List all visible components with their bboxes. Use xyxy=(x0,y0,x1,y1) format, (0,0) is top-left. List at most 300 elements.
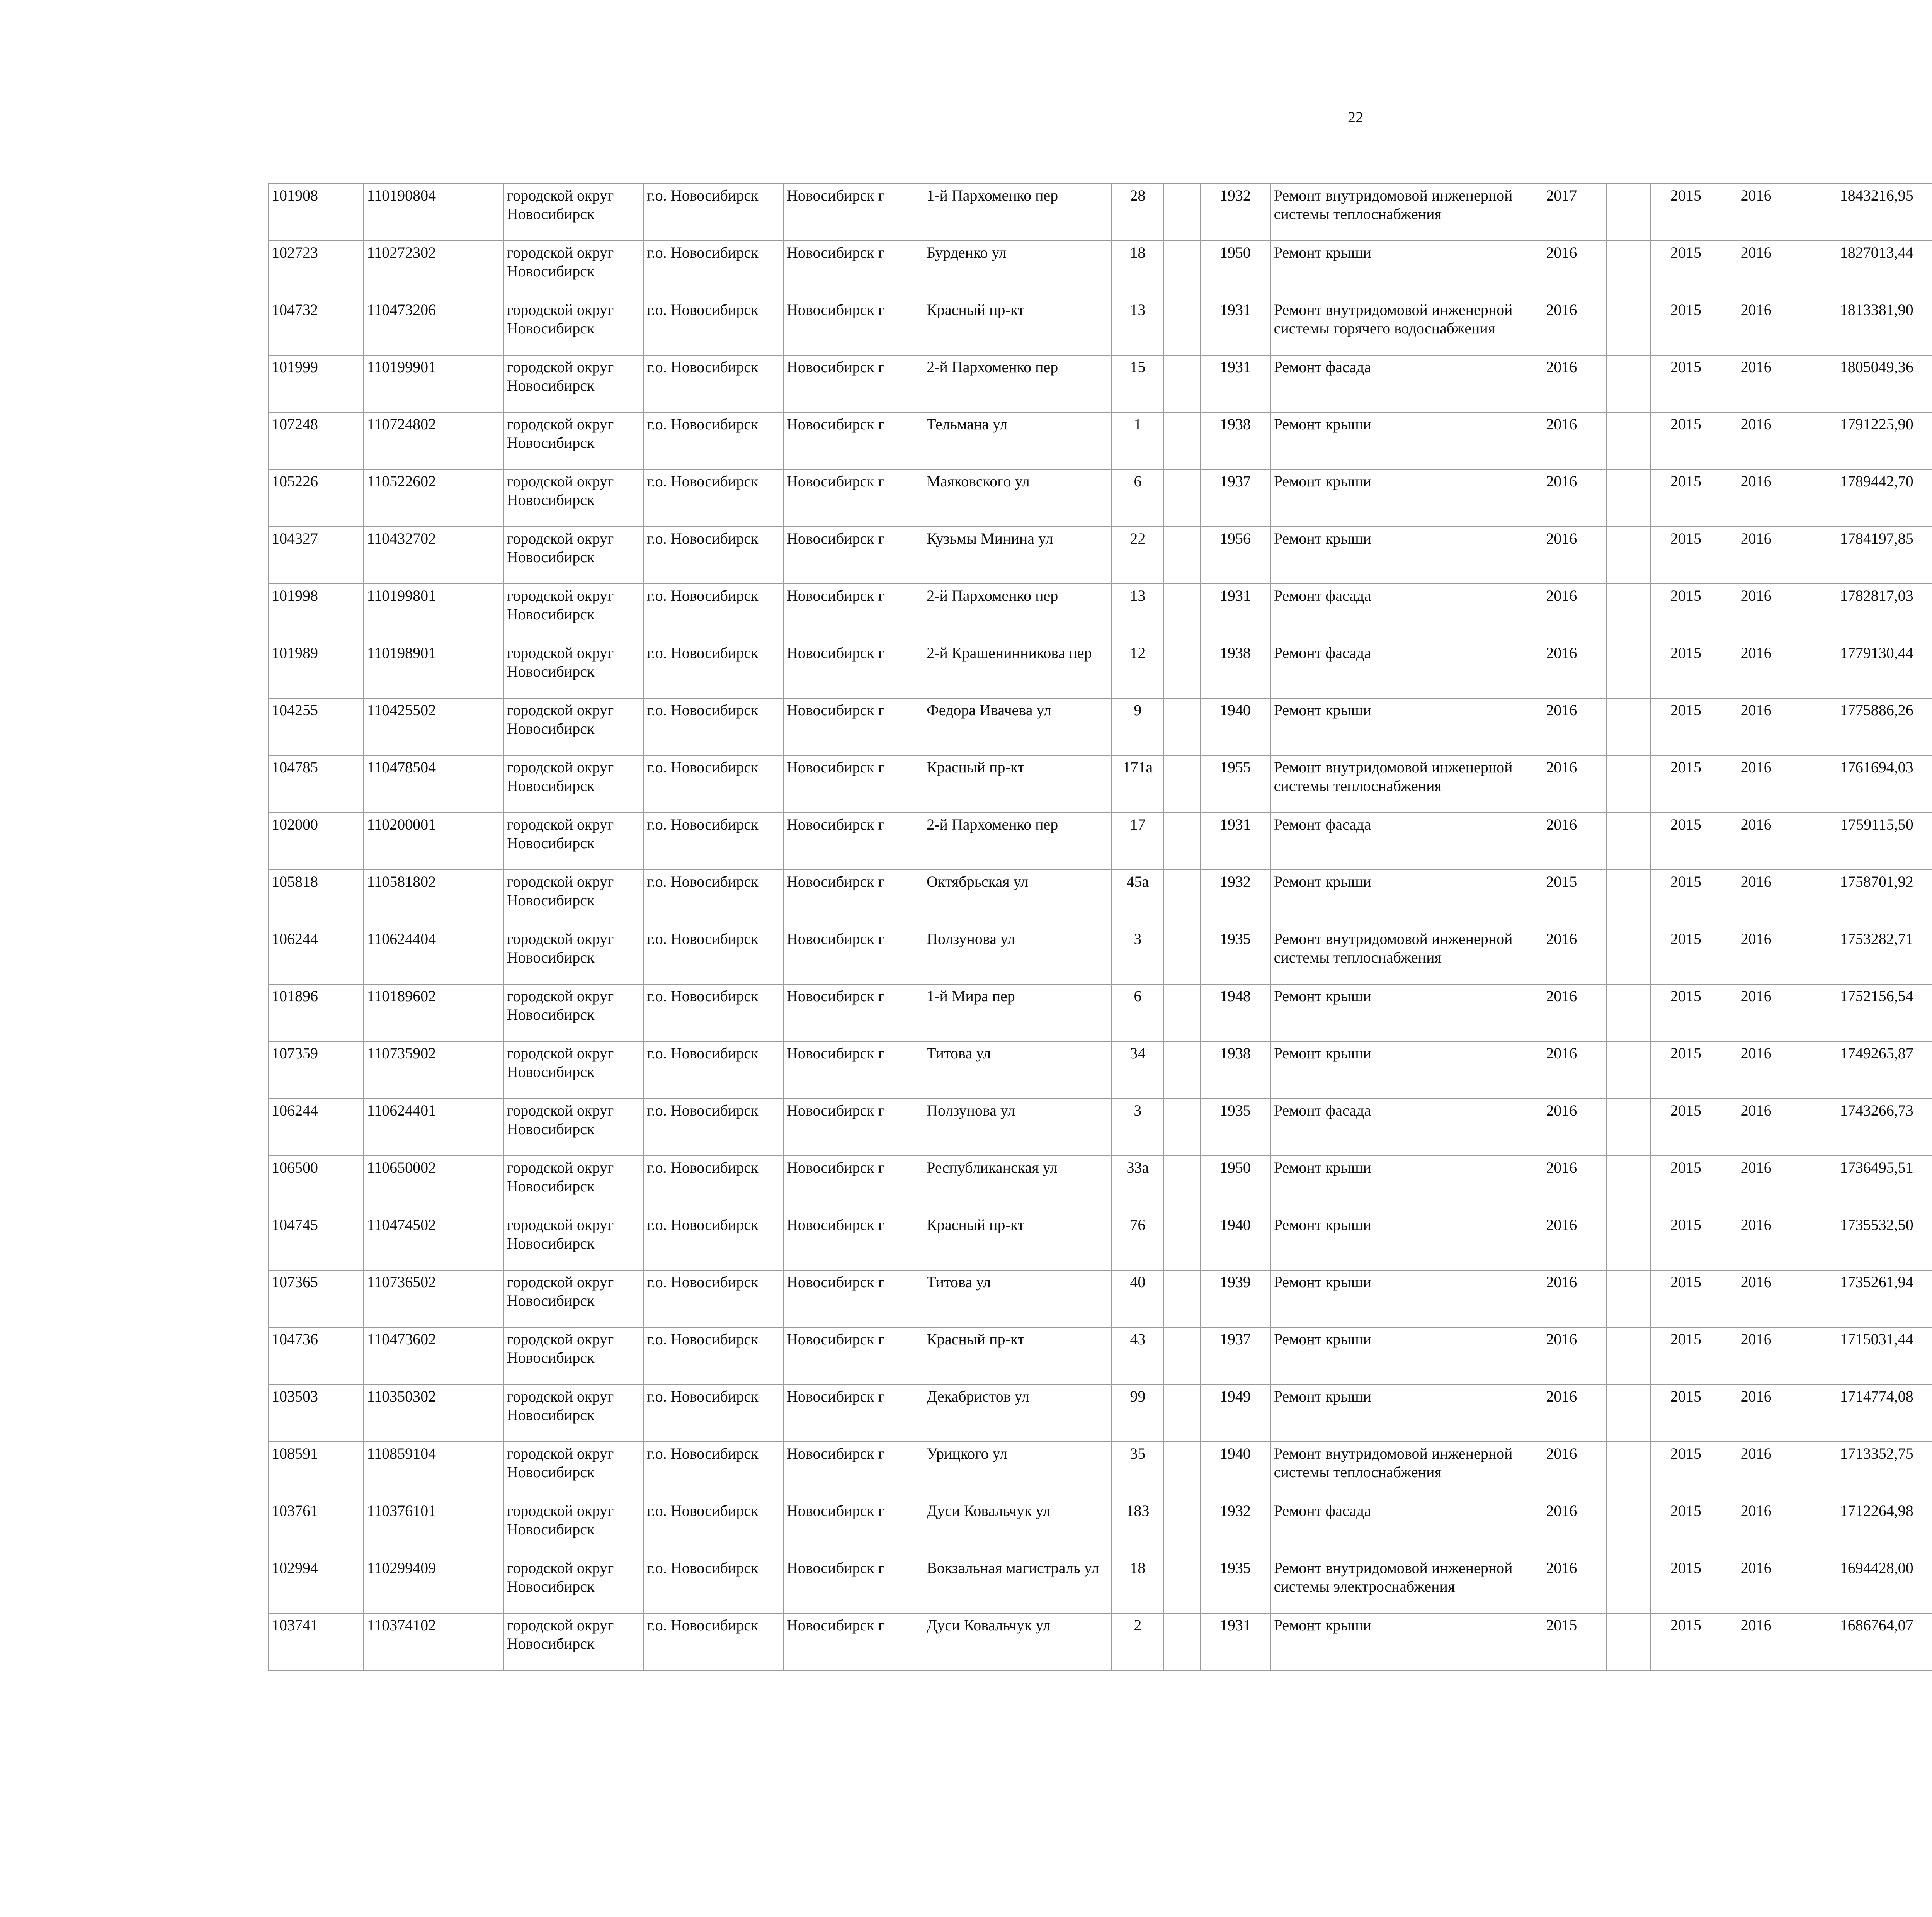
cell-build-year: 1939 xyxy=(1200,1270,1270,1327)
cell-start-year: 2015 xyxy=(1651,813,1721,870)
table-row xyxy=(268,1270,1932,1327)
cell-blank xyxy=(1606,1385,1651,1442)
cell-end-year: 2016 xyxy=(1721,641,1791,698)
cell-record-id: 110272302 xyxy=(364,241,503,298)
cell-letter xyxy=(1164,527,1200,584)
cell-street: Республиканская ул xyxy=(923,1156,1112,1213)
cell-end-year: 2016 xyxy=(1721,870,1791,927)
cell-end-year: 2016 xyxy=(1721,584,1791,641)
cell-house-id: 102994 xyxy=(268,1556,364,1613)
cell-municipality: городской округ Новосибирск xyxy=(503,1041,643,1099)
cell-work-type: Ремонт крыши xyxy=(1270,1385,1517,1442)
cell-total-cost: 1752156,54 xyxy=(1791,984,1917,1041)
cell-record-id: 110724802 xyxy=(364,412,503,469)
cell-work-type: Ремонт крыши xyxy=(1270,1613,1517,1670)
cell-total-cost: 1753282,71 xyxy=(1791,927,1917,984)
cell-house-id: 103761 xyxy=(268,1499,364,1556)
cell-house-number: 35 xyxy=(1112,1442,1163,1499)
cell-letter xyxy=(1164,1156,1200,1213)
cell-work-type: Ремонт крыши xyxy=(1270,1327,1517,1385)
cell-street: Ползунова ул xyxy=(923,1099,1112,1156)
registry-body xyxy=(268,184,1932,1670)
cell-locality: Новосибирск г xyxy=(783,927,923,984)
cell-build-year: 1931 xyxy=(1200,1613,1270,1670)
cell-city-district: г.о. Новосибирск xyxy=(643,1099,783,1156)
cell-municipality: городской округ Новосибирск xyxy=(503,755,643,813)
cell-letter xyxy=(1164,755,1200,813)
cell-plan-year: 2016 xyxy=(1517,1556,1606,1613)
cell-street: Маяковского ул xyxy=(923,469,1112,527)
cell-start-year: 2015 xyxy=(1651,984,1721,1041)
cell-letter xyxy=(1164,355,1200,412)
cell-total-cost: 1743266,73 xyxy=(1791,1099,1917,1156)
cell-work-type: Ремонт фасада xyxy=(1270,813,1517,870)
cell-letter xyxy=(1164,1327,1200,1385)
cell-build-year: 1940 xyxy=(1200,1213,1270,1270)
cell-city-district: г.о. Новосибирск xyxy=(643,641,783,698)
cell-fund-cost xyxy=(1917,1499,1932,1556)
cell-build-year: 1949 xyxy=(1200,1385,1270,1442)
cell-work-type: Ремонт крыши xyxy=(1270,984,1517,1041)
cell-fund-cost xyxy=(1917,184,1932,241)
cell-house-number: 18 xyxy=(1112,241,1163,298)
cell-fund-cost xyxy=(1917,1156,1932,1213)
cell-start-year: 2015 xyxy=(1651,1385,1721,1442)
cell-house-id: 104785 xyxy=(268,755,364,813)
cell-locality: Новосибирск г xyxy=(783,1613,923,1670)
cell-plan-year: 2016 xyxy=(1517,1041,1606,1099)
cell-house-id: 104732 xyxy=(268,298,364,355)
cell-plan-year: 2016 xyxy=(1517,641,1606,698)
cell-plan-year: 2016 xyxy=(1517,755,1606,813)
table-row xyxy=(268,641,1932,698)
cell-street: 2-й Пархоменко пер xyxy=(923,584,1112,641)
cell-street: Бурденко ул xyxy=(923,241,1112,298)
table-row xyxy=(268,469,1932,527)
cell-end-year: 2016 xyxy=(1721,241,1791,298)
cell-locality: Новосибирск г xyxy=(783,1556,923,1613)
cell-street: Октябрьская ул xyxy=(923,870,1112,927)
cell-start-year: 2015 xyxy=(1651,1270,1721,1327)
cell-house-id: 101908 xyxy=(268,184,364,241)
cell-letter xyxy=(1164,1213,1200,1270)
cell-house-id: 106244 xyxy=(268,1099,364,1156)
cell-street: 1-й Мира пер xyxy=(923,984,1112,1041)
cell-locality: Новосибирск г xyxy=(783,698,923,755)
cell-blank xyxy=(1606,813,1651,870)
cell-plan-year: 2017 xyxy=(1517,184,1606,241)
cell-build-year: 1931 xyxy=(1200,813,1270,870)
cell-start-year: 2015 xyxy=(1651,1613,1721,1670)
cell-city-district: г.о. Новосибирск xyxy=(643,1270,783,1327)
cell-house-id: 104255 xyxy=(268,698,364,755)
cell-letter xyxy=(1164,1499,1200,1556)
cell-municipality: городской округ Новосибирск xyxy=(503,870,643,927)
cell-blank xyxy=(1606,469,1651,527)
cell-start-year: 2015 xyxy=(1651,1213,1721,1270)
cell-work-type: Ремонт крыши xyxy=(1270,1213,1517,1270)
cell-house-number: 18 xyxy=(1112,1556,1163,1613)
cell-blank xyxy=(1606,1327,1651,1385)
cell-municipality: городской округ Новосибирск xyxy=(503,1213,643,1270)
cell-end-year: 2016 xyxy=(1721,1613,1791,1670)
cell-plan-year: 2016 xyxy=(1517,927,1606,984)
cell-end-year: 2016 xyxy=(1721,184,1791,241)
cell-house-number: 22 xyxy=(1112,527,1163,584)
cell-letter xyxy=(1164,1613,1200,1670)
cell-record-id: 110735902 xyxy=(364,1041,503,1099)
cell-street: 2-й Пархоменко пер xyxy=(923,813,1112,870)
cell-fund-cost xyxy=(1917,870,1932,927)
cell-city-district: г.о. Новосибирск xyxy=(643,698,783,755)
cell-end-year: 2016 xyxy=(1721,527,1791,584)
cell-letter xyxy=(1164,184,1200,241)
cell-house-id: 107359 xyxy=(268,1041,364,1099)
cell-locality: Новосибирск г xyxy=(783,1041,923,1099)
cell-total-cost: 1749265,87 xyxy=(1791,1041,1917,1099)
cell-city-district: г.о. Новосибирск xyxy=(643,527,783,584)
cell-street: Федора Ивачева ул xyxy=(923,698,1112,755)
cell-record-id: 110859104 xyxy=(364,1442,503,1499)
cell-total-cost: 1805049,36 xyxy=(1791,355,1917,412)
cell-start-year: 2015 xyxy=(1651,1156,1721,1213)
cell-letter xyxy=(1164,298,1200,355)
cell-fund-cost xyxy=(1917,1041,1932,1099)
cell-fund-cost xyxy=(1917,1556,1932,1613)
cell-street: Вокзальная магистраль ул xyxy=(923,1556,1112,1613)
cell-city-district: г.о. Новосибирск xyxy=(643,1556,783,1613)
cell-fund-cost xyxy=(1917,241,1932,298)
cell-start-year: 2015 xyxy=(1651,1556,1721,1613)
cell-municipality: городской округ Новосибирск xyxy=(503,469,643,527)
cell-municipality: городской округ Новосибирск xyxy=(503,412,643,469)
cell-fund-cost xyxy=(1917,755,1932,813)
cell-total-cost: 1713352,75 xyxy=(1791,1442,1917,1499)
cell-letter xyxy=(1164,1385,1200,1442)
cell-end-year: 2016 xyxy=(1721,755,1791,813)
cell-build-year: 1931 xyxy=(1200,584,1270,641)
cell-municipality: городской округ Новосибирск xyxy=(503,813,643,870)
cell-work-type: Ремонт внутридомовой инженерной системы горячего водоснабжения xyxy=(1270,298,1517,355)
cell-street: 1-й Пархоменко пер xyxy=(923,184,1112,241)
cell-total-cost: 1775886,26 xyxy=(1791,698,1917,755)
cell-build-year: 1935 xyxy=(1200,1556,1270,1613)
cell-work-type: Ремонт внутридомовой инженерной системы теплоснабжения xyxy=(1270,927,1517,984)
cell-letter xyxy=(1164,584,1200,641)
cell-start-year: 2015 xyxy=(1651,641,1721,698)
cell-house-id: 106244 xyxy=(268,927,364,984)
cell-blank xyxy=(1606,698,1651,755)
table-row xyxy=(268,1442,1932,1499)
cell-blank xyxy=(1606,298,1651,355)
cell-house-number: 3 xyxy=(1112,1099,1163,1156)
cell-build-year: 1950 xyxy=(1200,1156,1270,1213)
cell-house-id: 104736 xyxy=(268,1327,364,1385)
cell-build-year: 1932 xyxy=(1200,184,1270,241)
cell-blank xyxy=(1606,755,1651,813)
cell-end-year: 2016 xyxy=(1721,355,1791,412)
cell-record-id: 110199801 xyxy=(364,584,503,641)
cell-total-cost: 1715031,44 xyxy=(1791,1327,1917,1385)
cell-work-type: Ремонт крыши xyxy=(1270,870,1517,927)
cell-house-number: 171а xyxy=(1112,755,1163,813)
cell-locality: Новосибирск г xyxy=(783,412,923,469)
cell-house-id: 108591 xyxy=(268,1442,364,1499)
cell-house-id: 102000 xyxy=(268,813,364,870)
cell-start-year: 2015 xyxy=(1651,870,1721,927)
cell-end-year: 2016 xyxy=(1721,1213,1791,1270)
cell-fund-cost xyxy=(1917,412,1932,469)
table-row xyxy=(268,1156,1932,1213)
cell-record-id: 110473206 xyxy=(364,298,503,355)
cell-start-year: 2015 xyxy=(1651,927,1721,984)
cell-locality: Новосибирск г xyxy=(783,641,923,698)
cell-city-district: г.о. Новосибирск xyxy=(643,1385,783,1442)
cell-build-year: 1935 xyxy=(1200,1099,1270,1156)
cell-city-district: г.о. Новосибирск xyxy=(643,1327,783,1385)
cell-city-district: г.о. Новосибирск xyxy=(643,298,783,355)
cell-build-year: 1931 xyxy=(1200,298,1270,355)
cell-fund-cost xyxy=(1917,527,1932,584)
cell-city-district: г.о. Новосибирск xyxy=(643,1041,783,1099)
cell-record-id: 110581802 xyxy=(364,870,503,927)
cell-house-id: 104745 xyxy=(268,1213,364,1270)
cell-fund-cost xyxy=(1917,641,1932,698)
cell-blank xyxy=(1606,927,1651,984)
cell-plan-year: 2015 xyxy=(1517,870,1606,927)
cell-letter xyxy=(1164,469,1200,527)
table-row xyxy=(268,927,1932,984)
cell-house-number: 6 xyxy=(1112,469,1163,527)
cell-start-year: 2015 xyxy=(1651,355,1721,412)
cell-fund-cost xyxy=(1917,355,1932,412)
table-row xyxy=(268,984,1932,1041)
cell-city-district: г.о. Новосибирск xyxy=(643,1156,783,1213)
cell-work-type: Ремонт крыши xyxy=(1270,1041,1517,1099)
cell-blank xyxy=(1606,1613,1651,1670)
cell-locality: Новосибирск г xyxy=(783,1156,923,1213)
cell-work-type: Ремонт крыши xyxy=(1270,469,1517,527)
cell-locality: Новосибирск г xyxy=(783,984,923,1041)
cell-street: Ползунова ул xyxy=(923,927,1112,984)
cell-house-number: 3 xyxy=(1112,927,1163,984)
cell-end-year: 2016 xyxy=(1721,412,1791,469)
cell-record-id: 110478504 xyxy=(364,755,503,813)
cell-work-type: Ремонт крыши xyxy=(1270,412,1517,469)
cell-blank xyxy=(1606,412,1651,469)
cell-letter xyxy=(1164,241,1200,298)
cell-letter xyxy=(1164,698,1200,755)
cell-locality: Новосибирск г xyxy=(783,584,923,641)
cell-blank xyxy=(1606,1270,1651,1327)
table-row xyxy=(268,1099,1932,1156)
cell-work-type: Ремонт фасада xyxy=(1270,1099,1517,1156)
cell-municipality: городской округ Новосибирск xyxy=(503,1385,643,1442)
cell-house-number: 15 xyxy=(1112,355,1163,412)
cell-total-cost: 1686764,07 xyxy=(1791,1613,1917,1670)
cell-house-number: 43 xyxy=(1112,1327,1163,1385)
cell-house-id: 105818 xyxy=(268,870,364,927)
cell-total-cost: 1761694,03 xyxy=(1791,755,1917,813)
cell-blank xyxy=(1606,1442,1651,1499)
cell-locality: Новосибирск г xyxy=(783,1327,923,1385)
cell-fund-cost xyxy=(1917,298,1932,355)
cell-build-year: 1948 xyxy=(1200,984,1270,1041)
table-row xyxy=(268,1041,1932,1099)
cell-city-district: г.о. Новосибирск xyxy=(643,813,783,870)
cell-city-district: г.о. Новосибирск xyxy=(643,1499,783,1556)
cell-plan-year: 2016 xyxy=(1517,469,1606,527)
cell-record-id: 110432702 xyxy=(364,527,503,584)
cell-house-number: 13 xyxy=(1112,584,1163,641)
cell-locality: Новосибирск г xyxy=(783,1099,923,1156)
table-row xyxy=(268,1385,1932,1442)
cell-street: Декабристов ул xyxy=(923,1385,1112,1442)
cell-start-year: 2015 xyxy=(1651,584,1721,641)
cell-locality: Новосибирск г xyxy=(783,355,923,412)
cell-start-year: 2015 xyxy=(1651,1499,1721,1556)
cell-street: 2-й Пархоменко пер xyxy=(923,355,1112,412)
cell-blank xyxy=(1606,241,1651,298)
cell-start-year: 2015 xyxy=(1651,1327,1721,1385)
cell-municipality: городской округ Новосибирск xyxy=(503,298,643,355)
cell-total-cost: 1813381,90 xyxy=(1791,298,1917,355)
cell-street: Титова ул xyxy=(923,1041,1112,1099)
cell-municipality: городской округ Новосибирск xyxy=(503,927,643,984)
cell-municipality: городской округ Новосибирск xyxy=(503,1499,643,1556)
cell-locality: Новосибирск г xyxy=(783,1270,923,1327)
cell-house-id: 104327 xyxy=(268,527,364,584)
cell-house-number: 40 xyxy=(1112,1270,1163,1327)
cell-house-id: 102723 xyxy=(268,241,364,298)
table-row xyxy=(268,1499,1932,1556)
cell-start-year: 2015 xyxy=(1651,241,1721,298)
cell-total-cost: 1791225,90 xyxy=(1791,412,1917,469)
cell-plan-year: 2016 xyxy=(1517,1270,1606,1327)
cell-city-district: г.о. Новосибирск xyxy=(643,355,783,412)
cell-total-cost: 1736495,51 xyxy=(1791,1156,1917,1213)
cell-city-district: г.о. Новосибирск xyxy=(643,184,783,241)
cell-locality: Новосибирск г xyxy=(783,527,923,584)
cell-plan-year: 2016 xyxy=(1517,813,1606,870)
cell-total-cost: 1843216,95 xyxy=(1791,184,1917,241)
cell-letter xyxy=(1164,1041,1200,1099)
cell-city-district: г.о. Новосибирск xyxy=(643,1613,783,1670)
cell-house-number: 76 xyxy=(1112,1213,1163,1270)
cell-municipality: городской округ Новосибирск xyxy=(503,1099,643,1156)
cell-build-year: 1938 xyxy=(1200,641,1270,698)
cell-city-district: г.о. Новосибирск xyxy=(643,241,783,298)
cell-fund-cost xyxy=(1917,984,1932,1041)
cell-locality: Новосибирск г xyxy=(783,1499,923,1556)
table-row xyxy=(268,584,1932,641)
table-row xyxy=(268,298,1932,355)
table-row xyxy=(268,241,1932,298)
cell-fund-cost xyxy=(1917,1442,1932,1499)
cell-end-year: 2016 xyxy=(1721,927,1791,984)
cell-total-cost: 1782817,03 xyxy=(1791,584,1917,641)
table-row xyxy=(268,813,1932,870)
cell-plan-year: 2016 xyxy=(1517,1156,1606,1213)
cell-total-cost: 1759115,50 xyxy=(1791,813,1917,870)
cell-municipality: городской округ Новосибирск xyxy=(503,1270,643,1327)
cell-work-type: Ремонт фасада xyxy=(1270,1499,1517,1556)
page-number: 22 xyxy=(1348,109,1363,126)
cell-blank xyxy=(1606,1156,1651,1213)
cell-house-id: 103741 xyxy=(268,1613,364,1670)
cell-work-type: Ремонт фасада xyxy=(1270,355,1517,412)
cell-total-cost: 1827013,44 xyxy=(1791,241,1917,298)
cell-start-year: 2015 xyxy=(1651,1099,1721,1156)
cell-house-number: 6 xyxy=(1112,984,1163,1041)
cell-house-id: 101998 xyxy=(268,584,364,641)
cell-locality: Новосибирск г xyxy=(783,1385,923,1442)
cell-municipality: городской округ Новосибирск xyxy=(503,698,643,755)
cell-record-id: 110473602 xyxy=(364,1327,503,1385)
cell-house-number: 1 xyxy=(1112,412,1163,469)
cell-city-district: г.о. Новосибирск xyxy=(643,870,783,927)
cell-plan-year: 2016 xyxy=(1517,1442,1606,1499)
cell-municipality: городской округ Новосибирск xyxy=(503,584,643,641)
cell-work-type: Ремонт крыши xyxy=(1270,698,1517,755)
cell-build-year: 1938 xyxy=(1200,412,1270,469)
cell-total-cost: 1714774,08 xyxy=(1791,1385,1917,1442)
cell-start-year: 2015 xyxy=(1651,1442,1721,1499)
table-row xyxy=(268,755,1932,813)
cell-build-year: 1935 xyxy=(1200,927,1270,984)
cell-street: Дуси Ковальчук ул xyxy=(923,1613,1112,1670)
cell-house-id: 107248 xyxy=(268,412,364,469)
cell-street: Красный пр-кт xyxy=(923,298,1112,355)
cell-street: Кузьмы Минина ул xyxy=(923,527,1112,584)
cell-letter xyxy=(1164,927,1200,984)
cell-house-id: 101989 xyxy=(268,641,364,698)
cell-city-district: г.о. Новосибирск xyxy=(643,412,783,469)
cell-build-year: 1932 xyxy=(1200,1499,1270,1556)
cell-letter xyxy=(1164,1556,1200,1613)
cell-municipality: городской округ Новосибирск xyxy=(503,241,643,298)
cell-work-type: Ремонт внутридомовой инженерной системы теплоснабжения xyxy=(1270,755,1517,813)
table-row xyxy=(268,527,1932,584)
cell-house-number: 34 xyxy=(1112,1041,1163,1099)
table-row xyxy=(268,1327,1932,1385)
cell-work-type: Ремонт фасада xyxy=(1270,584,1517,641)
cell-municipality: городской округ Новосибирск xyxy=(503,1327,643,1385)
cell-locality: Новосибирск г xyxy=(783,1442,923,1499)
cell-plan-year: 2016 xyxy=(1517,412,1606,469)
cell-total-cost: 1789442,70 xyxy=(1791,469,1917,527)
cell-city-district: г.о. Новосибирск xyxy=(643,755,783,813)
cell-plan-year: 2016 xyxy=(1517,1499,1606,1556)
cell-locality: Новосибирск г xyxy=(783,755,923,813)
cell-blank xyxy=(1606,355,1651,412)
cell-house-number: 183 xyxy=(1112,1499,1163,1556)
cell-house-id: 101999 xyxy=(268,355,364,412)
cell-fund-cost xyxy=(1917,1213,1932,1270)
cell-end-year: 2016 xyxy=(1721,1099,1791,1156)
cell-build-year: 1950 xyxy=(1200,241,1270,298)
cell-record-id: 110200001 xyxy=(364,813,503,870)
cell-municipality: городской округ Новосибирск xyxy=(503,1156,643,1213)
cell-record-id: 110190804 xyxy=(364,184,503,241)
cell-fund-cost xyxy=(1917,469,1932,527)
cell-work-type: Ремонт крыши xyxy=(1270,1270,1517,1327)
cell-fund-cost xyxy=(1917,1270,1932,1327)
cell-house-id: 103503 xyxy=(268,1385,364,1442)
cell-build-year: 1940 xyxy=(1200,698,1270,755)
cell-record-id: 110376101 xyxy=(364,1499,503,1556)
cell-house-number: 45а xyxy=(1112,870,1163,927)
